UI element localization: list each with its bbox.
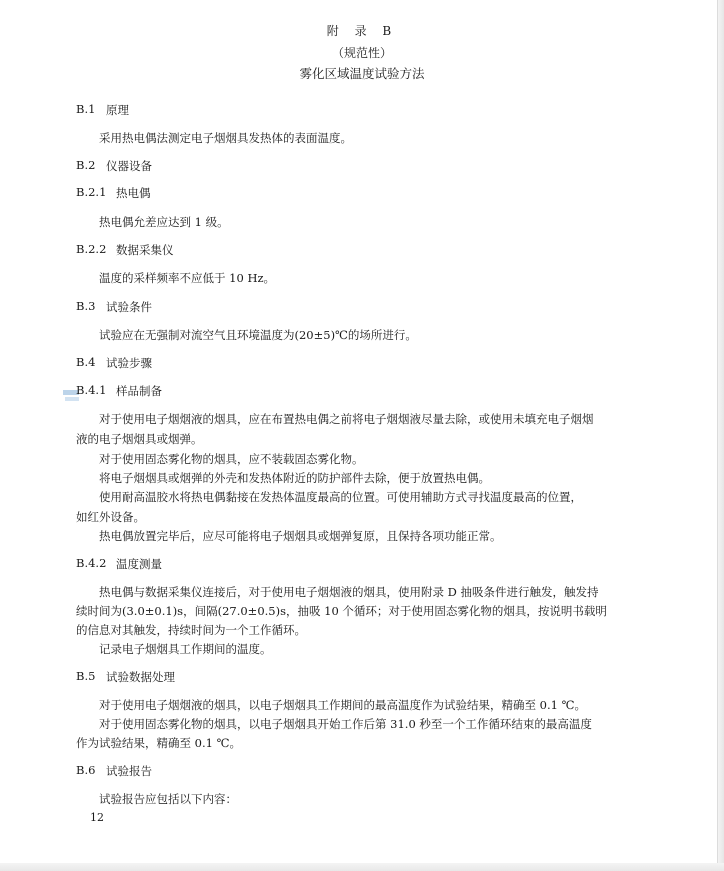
section-title-b3: 试验条件 (106, 300, 152, 314)
section-number-b6: B.6 (76, 763, 96, 777)
paragraph-b41-p4-line1: 使用耐高温胶水将热电偶黏接在发热体温度最高的位置。可使用辅助方式寻找温度最高的位置， (99, 490, 582, 504)
paragraph-b22: 温度的采样频率不应低于 10 Hz。 (99, 271, 276, 285)
page-edge-bottom (0, 863, 724, 871)
section-title-b41: 样品制备 (116, 384, 162, 398)
paragraph-b42-line1: 热电偶与数据采集仪连接后，对于使用电子烟烟液的烟具，使用附录 D 抽吸条件进行触发，触发持 (99, 585, 599, 599)
paragraph-b41-line2: 液的电子烟烟具或烟弹。 (76, 432, 203, 446)
paragraph-b41-p5: 热电偶放置完毕后，应尽可能将电子烟烟具或烟弹复原，且保持各项功能正常。 (99, 529, 502, 543)
paragraph-b41-p2: 对于使用固态雾化物的烟具，应不装载固态雾化物。 (99, 452, 364, 466)
paragraph-b42-line2: 续时间为(3.0±0.1)s，间隔(27.0±0.5)s，抽吸 10 个循环；对于使用固态雾化物的烟具，按说明书载明 (76, 604, 607, 618)
paragraph-b5-p2-line2: 作为试验结果，精确至 0.1 ℃。 (76, 736, 241, 750)
section-number-b22: B.2.2 (76, 242, 107, 256)
paragraph-b3: 试验应在无强制对流空气且环境温度为(20±5)℃的场所进行。 (99, 328, 417, 342)
section-title-b22: 数据采集仪 (116, 243, 174, 257)
appendix-label: 附 录 B (326, 24, 398, 38)
paragraph-b5-p1: 对于使用电子烟烟液的烟具，以电子烟烟具工作期间的最高温度作为试验结果，精确至 0.1 ℃。 (99, 698, 586, 712)
section-number-b21: B.2.1 (76, 185, 107, 199)
section-title-b42: 温度测量 (116, 557, 162, 571)
section-number-b3: B.3 (76, 299, 96, 313)
page-edge-right (717, 0, 724, 871)
appendix-title: 雾化区域温度试验方法 (299, 66, 425, 81)
paragraph-b42-line3: 的信息对其触发，持续时间为一个工作循环。 (76, 623, 306, 637)
section-number-b2: B.2 (76, 158, 96, 172)
section-title-b4: 试验步骤 (106, 356, 152, 370)
section-title-b2: 仪器设备 (106, 159, 152, 173)
normative-label: （规范性） (331, 46, 392, 60)
paragraph-b41-line1: 对于使用电子烟烟液的烟具，应在布置热电偶之前将电子烟烟液尽量去除，或使用未填充电子烟烟 (99, 412, 594, 426)
section-title-b5: 试验数据处理 (106, 670, 175, 684)
section-title-b21: 热电偶 (116, 186, 151, 200)
paragraph-b41-p3: 将电子烟烟具或烟弹的外壳和发热体附近的防护部件去除，便于放置热电偶。 (99, 471, 490, 485)
section-number-b5: B.5 (76, 669, 96, 683)
section-number-b42: B.4.2 (76, 556, 107, 570)
section-number-b4: B.4 (76, 355, 96, 369)
section-title-b1: 原理 (106, 103, 129, 117)
paragraph-b5-p2-line1: 对于使用固态雾化物的烟具，以电子烟烟具开始工作后第 31.0 秒至一个工作循环结束的最高温度 (99, 717, 592, 731)
paragraph-b21: 热电偶允差应达到 1 级。 (99, 215, 229, 229)
paragraph-b1: 采用热电偶法测定电子烟烟具发热体的表面温度。 (99, 131, 352, 145)
paragraph-b41-p4-line2: 如红外设备。 (76, 510, 145, 524)
section-number-b1: B.1 (76, 102, 96, 116)
paragraph-b42-p2: 记录电子烟烟具工作期间的温度。 (99, 642, 272, 656)
paragraph-b6: 试验报告应包括以下内容： (99, 792, 237, 806)
section-number-b41: B.4.1 (76, 383, 107, 397)
page-number: 12 (90, 811, 104, 824)
section-title-b6: 试验报告 (106, 764, 152, 778)
